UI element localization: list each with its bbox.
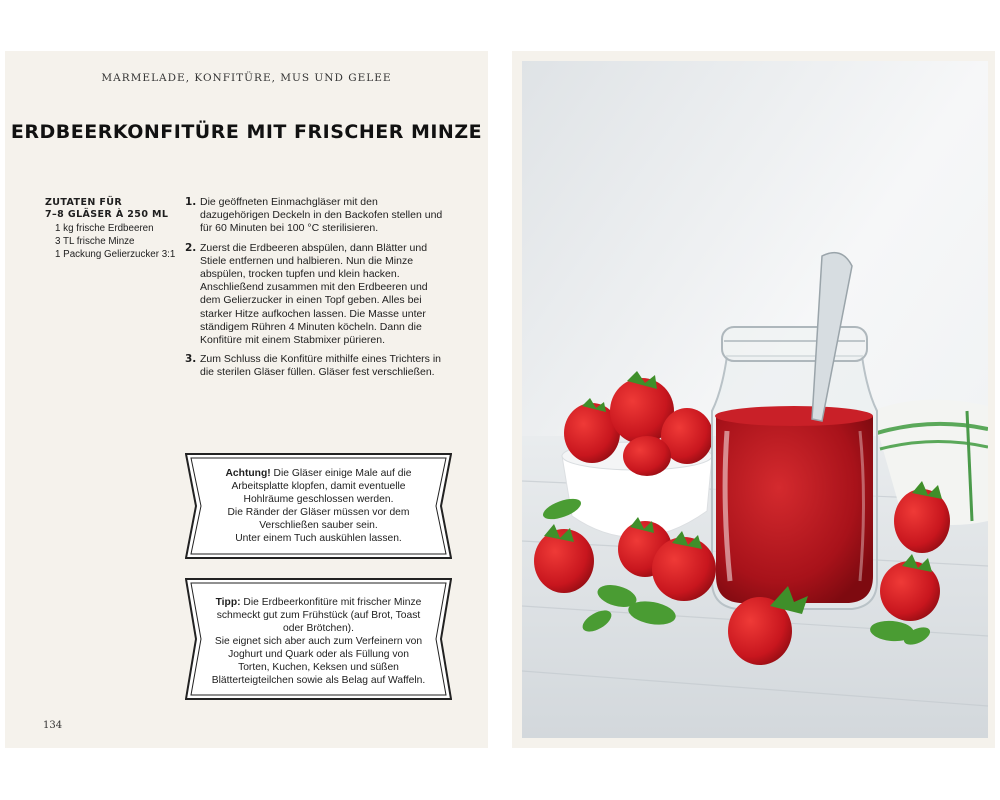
ingredients-heading-line2: 7–8 GLÄSER À 250 ML	[45, 209, 169, 220]
tip-banner	[185, 578, 452, 700]
ingredient-item: 1 Packung Gelierzucker 3:1	[55, 249, 176, 260]
right-page	[512, 51, 995, 748]
step-3	[185, 353, 450, 379]
step-text: Zuerst die Erdbeeren abspülen, dann Blätter und Stiele entfernen und halbieren. Nun die Minze abspülen, trocken tupfen und klein hacken. Anschließend zusammen mit den Erdbeeren und dem Gelierzucker in einen Topf geben. Alles bei starker Hitze aufkochen lassen. Die Masse unter ständigem Rühren 4 Minuten köcheln. Dann die Konfitüre mit einem Stabmixer pürieren.	[200, 241, 428, 347]
step-text: Zum Schluss die Konfitüre mithilfe eines Trichters in die sterilen Gläser füllen. Gläser fest verschließen.	[200, 353, 442, 379]
note-banner	[185, 453, 452, 559]
step-2	[185, 242, 450, 348]
strawberry-jam-photo	[522, 61, 988, 738]
instructions	[185, 196, 450, 386]
step-number: 1.	[185, 196, 197, 208]
note-text-3: Unter einem Tuch auskühlen lassen.	[235, 533, 402, 544]
ingredient-item: 1 kg frische Erdbeeren	[55, 223, 154, 234]
ingredients-heading	[45, 197, 185, 221]
note-text	[211, 467, 426, 545]
ingredients-block	[45, 197, 185, 261]
left-page	[5, 51, 488, 748]
note-text-2: Die Ränder der Gläser müssen vor dem Verschließen sauber sein.	[227, 507, 410, 531]
ingredients-heading-line1: ZUTATEN FÜR	[45, 197, 123, 208]
ingredient-item: 3 TL frische Minze	[55, 236, 135, 247]
ingredients-list	[45, 222, 185, 261]
step-number: 2.	[185, 241, 197, 254]
note-label: Achtung!	[225, 468, 271, 479]
recipe-title: ERDBEERKONFITÜRE MIT FRISCHER MINZE	[10, 121, 483, 143]
tip-text-1: Die Erdbeerkonfitüre mit frischer Minze schmeckt gut zum Frühstück (auf Brot, Toast oder Brötchen).	[216, 597, 422, 634]
note-text-1: Die Gläser einige Male auf die Arbeitsplatte klopfen, damit eventuelle Hohlräume geschlossen werden.	[231, 468, 412, 505]
tip-label: Tipp:	[215, 597, 241, 608]
step-number: 3.	[185, 353, 197, 366]
tip-text-2: Sie eignet sich aber auch zum Verfeinern von Joghurt und Quark oder als Füllung von Torten, Kuchen, Keksen und süßen Blätterteigteilchen sowie als Belag auf Waffeln.	[211, 636, 426, 686]
step-text: Die geöffneten Einmachgläser mit den dazugehörigen Deckeln in den Backofen stellen und für 60 Minuten bei 100 °C sterilisieren.	[200, 196, 443, 235]
step-1	[185, 196, 450, 236]
tip-text	[211, 596, 426, 687]
page-number: 134	[43, 720, 63, 731]
running-head: MARMELADE, KONFITÜRE, MUS UND GELEE	[101, 72, 392, 84]
